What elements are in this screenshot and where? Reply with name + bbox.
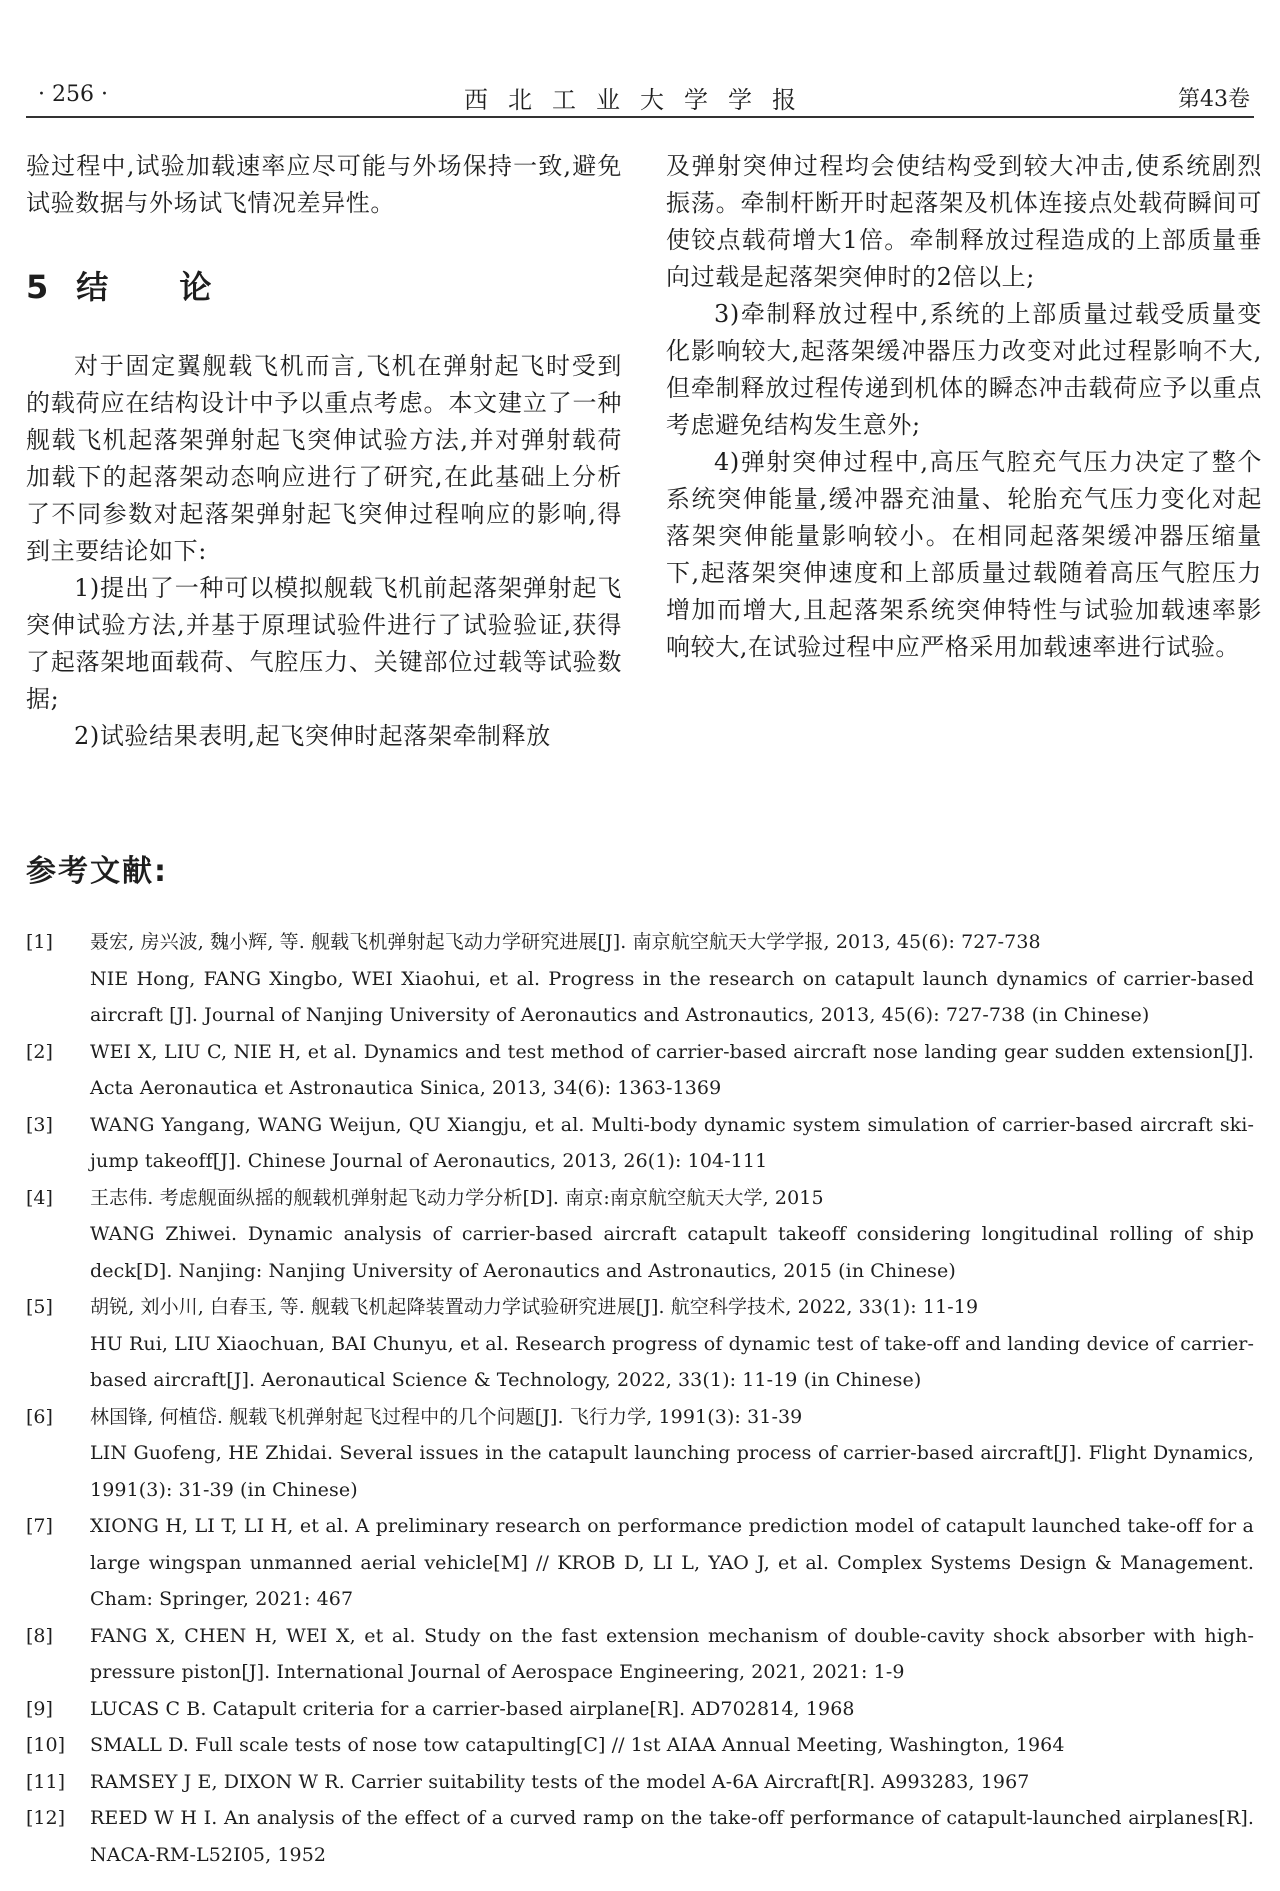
reference-text: LIN Guofeng, HE Zhidai. Several issues in the catapult launching process of carrier-based aircraft[J]. Flight Dynamics, 1991(3): 31-39 (in Chinese) — [90, 1442, 1254, 1501]
reference-item — [26, 1727, 1254, 1764]
reference-item — [26, 1691, 1254, 1728]
reference-text: HU Rui, LIU Xiaochuan, BAI Chunyu, et al. Research progress of dynamic test of take-off and landing device of carrier-based aircraft[J]. Aeronautical Science & Technology, 2022, 33(1): 11-19 (in Chinese) — [90, 1332, 1254, 1391]
journal-name: 西北工业大学学报 — [464, 86, 816, 114]
reference-tag: [9] — [26, 1697, 53, 1720]
reference-tag: [7] — [26, 1515, 53, 1537]
reference-item — [26, 1289, 1254, 1399]
reference-tag: [1] — [26, 931, 53, 953]
reference-text: XIONG H, LI T, LI H, et al. A preliminary research on performance prediction model of catapult launched take-off for a large wingspan unmanned aerial vehicle[M] // KROB D, LI L, YAO J, et al. Complex Systems Design & Management. Cham: Springer, 2021: 467 — [90, 1515, 1254, 1610]
reference-tag: [10] — [26, 1734, 66, 1756]
reference-text: WEI X, LIU C, NIE H, et al. Dynamics and test method of carrier-based aircraft nose landing gear sudden extension[J]. Acta Aeronautica et Astronautica Sinica, 2013, 34(6): 1363-1369 — [90, 1040, 1254, 1099]
reference-tag: [5] — [26, 1296, 53, 1318]
reference-text: LUCAS C B. Catapult criteria for a carrier-based airplane[R]. AD702814, 1968 — [90, 1697, 855, 1720]
page-number: · 256 · — [38, 82, 108, 107]
running-header — [26, 76, 1254, 118]
reference-tag: [4] — [26, 1186, 53, 1209]
reference-text: 聂宏, 房兴波, 魏小辉, 等. 舰载飞机弹射起飞动力学研究进展[J]. 南京航空航天大学学报, 2013, 45(6): 727-738 — [90, 931, 1041, 953]
conclusion-item-3: 3)牵制释放过程中,系统的上部质量过载受质量变化影响较大,起落架缓冲器压力改变对此过程影响不大,但牵制释放过程传递到机体的瞬态冲击载荷应予以重点考虑避免结构发生意外; — [666, 300, 1262, 439]
reference-text: 胡锐, 刘小川, 白春玉, 等. 舰载飞机起降装置动力学试验研究进展[J]. 航空科学技术, 2022, 33(1): 11-19 — [90, 1296, 979, 1318]
conclusion-item-2-continued: 及弹射突伸过程均会使结构受到较大冲击,使系统剧烈振荡。牵制杆断开时起落架及机体连接点处载荷瞬间可使铰点载荷增大1倍。牵制释放过程造成的上部质量垂向过载是起落架突伸时的2倍以上; — [666, 152, 1262, 291]
reference-tag: [2] — [26, 1040, 53, 1063]
reference-tag: [8] — [26, 1624, 53, 1647]
reference-text: RAMSEY J E, DIXON W R. Carrier suitability tests of the model A-6A Aircraft[R]. A993283, 1967 — [90, 1770, 1030, 1793]
reference-tag: [11] — [26, 1770, 66, 1793]
conclusion-item-4: 4)弹射突伸过程中,高压气腔充气压力决定了整个系统突伸能量,缓冲器充油量、轮胎充气压力变化对起落架突伸能量影响较小。在相同起落架缓冲器压缩量下,起落架突伸速度和上部质量过载随着高压气腔压力增加而增大,且起落架系统突伸特性与试验加载速率影响较大,在试验过程中应严格采用加载速率进行试验。 — [666, 448, 1262, 661]
references-heading: 参考文献: — [26, 854, 168, 889]
reference-text: NIE Hong, FANG Xingbo, WEI Xiaohui, et al. Progress in the research on catapult launch dynamics of carrier-based aircraft [J]. Journal of Nanjing University of Aeronautics and Astronautics, 2013, 45(6): 727-738 (in Chinese) — [90, 967, 1254, 1026]
reference-text: REED W H I. An analysis of the effect of a curved ramp on the take-off performance of catapult-launched airplanes[R]. NACA-RM-L52I05, 1952 — [90, 1807, 1254, 1866]
reference-item — [26, 1800, 1254, 1873]
reference-tag: [6] — [26, 1405, 53, 1428]
left-column — [26, 148, 622, 755]
reference-item — [26, 1180, 1254, 1290]
section-title: 结 论 — [76, 268, 242, 306]
conclusion-item-1: 1)提出了一种可以模拟舰载飞机前起落架弹射起飞突伸试验方法,并基于原理试验件进行了试验验证,获得了起落架地面载荷、气腔压力、关键部位过载等试验数据; — [26, 574, 622, 713]
reference-list — [26, 924, 1254, 1873]
reference-item — [26, 1107, 1254, 1180]
reference-item — [26, 1508, 1254, 1618]
reference-text: WANG Zhiwei. Dynamic analysis of carrier-based aircraft catapult takeoff considering longitudinal rolling of ship deck[D]. Nanjing: Nanjing University of Aeronautics and Astronautics, 2015 (in Chinese) — [90, 1223, 1254, 1282]
conclusion-item-2: 2)试验结果表明,起飞突伸时起落架牵制释放 — [74, 722, 551, 750]
reference-text: 王志伟. 考虑舰面纵摇的舰载机弹射起飞动力学分析[D]. 南京:南京航空航天大学, 2015 — [90, 1186, 824, 1209]
reference-item — [26, 924, 1254, 1034]
reference-item — [26, 1399, 1254, 1509]
reference-item — [26, 1034, 1254, 1107]
reference-text: FANG X, CHEN H, WEI X, et al. Study on the fast extension mechanism of double-cavity shock absorber with high-pressure piston[J]. International Journal of Aerospace Engineering, 2021, 2021: 1-9 — [90, 1624, 1254, 1683]
reference-text: SMALL D. Full scale tests of nose tow catapulting[C] // 1st AIAA Annual Meeting, Washington, 1964 — [90, 1734, 1065, 1756]
volume-label: 第43卷 — [1178, 87, 1250, 112]
reference-text: 林国锋, 何植岱. 舰载飞机弹射起飞过程中的几个问题[J]. 飞行力学, 1991(3): 31-39 — [90, 1405, 803, 1428]
reference-tag: [3] — [26, 1113, 53, 1136]
intro-paragraph: 验过程中,试验加载速率应尽可能与外场保持一致,避免试验数据与外场试飞情况差异性。 — [26, 152, 622, 217]
section-number: 5 — [26, 268, 55, 306]
reference-item — [26, 1764, 1254, 1801]
reference-tag: [12] — [26, 1807, 66, 1829]
reference-text: WANG Yangang, WANG Weijun, QU Xiangju, et al. Multi-body dynamic system simulation of carrier-based aircraft ski-jump takeoff[J]. Chinese Journal of Aeronautics, 2013, 26(1): 104-111 — [90, 1113, 1254, 1172]
reference-item — [26, 1618, 1254, 1691]
right-column — [666, 148, 1262, 666]
section-heading — [26, 262, 622, 308]
conclusion-paragraph: 对于固定翼舰载飞机而言,飞机在弹射起飞时受到的载荷应在结构设计中予以重点考虑。本文建立了一种舰载飞机起落架弹射起飞突伸试验方法,并对弹射载荷加载下的起落架动态响应进行了研究,在此基础上分析了不同参数对起落架弹射起飞突伸过程响应的影响,得到主要结论如下: — [26, 352, 622, 565]
